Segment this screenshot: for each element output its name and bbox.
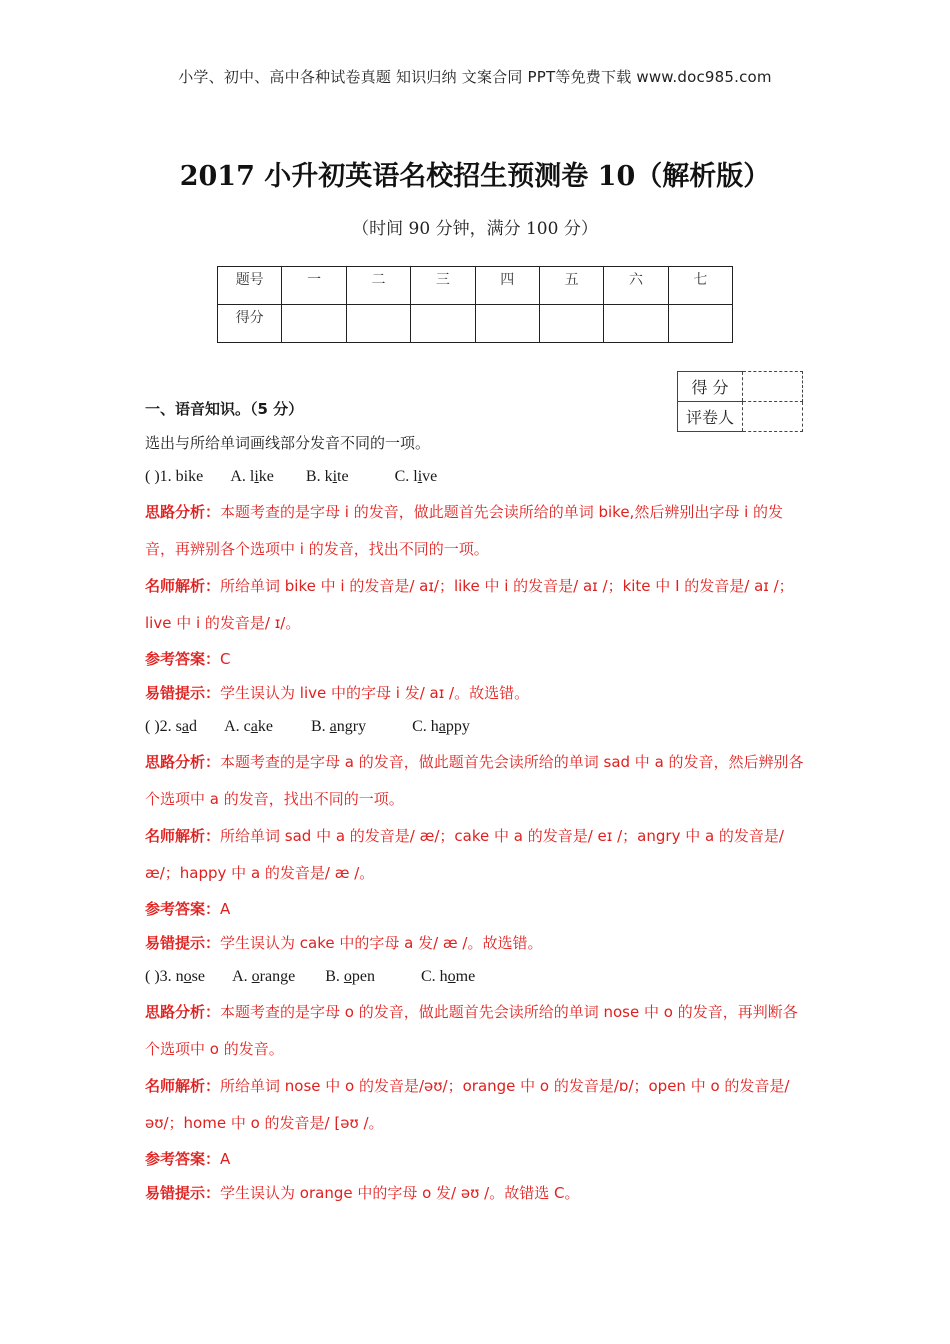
tip-label: 易错提示：: [145, 934, 221, 952]
answer-1: [145, 642, 807, 676]
stem-word: 1. b: [159, 468, 184, 485]
grader-name-label: 评卷人: [678, 402, 743, 432]
page-title: 2017 小升初英语名校招生预测卷 10（解析版）: [179, 161, 771, 192]
stem-letter: i: [183, 468, 189, 485]
score-cell: [346, 305, 410, 343]
score-table-col-6: 六: [604, 267, 668, 305]
option-c: C. h: [412, 718, 439, 735]
option-b-letter: o: [343, 968, 352, 985]
option-a-letter: o: [251, 968, 260, 985]
answer-blank: ( ): [145, 468, 160, 485]
score-cell: [539, 305, 603, 343]
score-table-col-5: 五: [539, 267, 603, 305]
option-b: B.: [311, 718, 330, 735]
option-a-end: range: [259, 968, 296, 985]
answer-blank: ( ): [145, 718, 160, 735]
tip-text: 学生误认为 live 中的字母 i 发/ aɪ /。故选错。: [220, 684, 530, 702]
score-cell: [604, 305, 668, 343]
analysis-label: 思路分析：: [145, 503, 221, 521]
analysis-text: 本题考查的是字母 a 的发音，做此题首先会读所给的单词 sad 中 a 的发音，然后辨别各个选项中 a 的发音，找出不同的一项。: [145, 753, 804, 808]
tip-text: 学生误认为 orange 中的字母 o 发/ əʊ /。故错选 C。: [220, 1184, 580, 1202]
score-table-col-7: 七: [668, 267, 732, 305]
tip-3: [145, 1176, 807, 1210]
score-table-score-row: [218, 305, 733, 343]
option-c-end: me: [455, 968, 476, 985]
answer-blank: ( ): [145, 968, 160, 985]
section-heading: 一、语音知识。（5 分）: [145, 400, 304, 418]
option-a: A. c: [224, 718, 251, 735]
page-subtitle: （时间 90 分钟，满分 100 分）: [352, 219, 598, 239]
analysis-label: 思路分析：: [145, 753, 221, 771]
stem-word-end: se: [191, 968, 205, 985]
score-table-score-label: 得分: [218, 305, 282, 343]
stem-letter: a: [181, 718, 189, 735]
tip-text: 学生误认为 cake 中的字母 a 发/ æ /。故选错。: [220, 934, 543, 952]
score-table: [217, 266, 733, 343]
option-b: B.: [325, 968, 344, 985]
stem-word: 3. n: [159, 968, 184, 985]
analysis-text: 本题考查的是字母 i 的发音，做此题首先会读所给的单词 bike,然后辨别出字母 i 的发音，再辨别各个选项中 i 的发音，找出不同的一项。: [145, 503, 784, 558]
analysis-text: 本题考查的是字母 o 的发音，做此题首先会读所给的单词 nose 中 o 的发音，再判断各个选项中 o 的发音。: [145, 1003, 798, 1058]
option-c-end: ppy: [445, 718, 470, 735]
option-c-end: ve: [422, 468, 438, 485]
tip-label: 易错提示：: [145, 684, 221, 702]
option-b: B. k: [305, 468, 333, 485]
header-banner: 小学、初中、高中各种试卷真题 知识归纳 文案合同 PPT等免费下载 www.doc985.com: [178, 68, 772, 86]
stem-letter: o: [183, 968, 192, 985]
option-b-end: pen: [351, 968, 375, 985]
score-table-col-4: 四: [475, 267, 539, 305]
question-2: [145, 710, 807, 744]
tip-2: [145, 926, 807, 960]
stem-word-end: ke: [188, 468, 204, 485]
stem-word-end: d: [189, 718, 197, 735]
option-a-end: ke: [257, 718, 273, 735]
stem-word: 2. s: [159, 718, 182, 735]
answer-3: [145, 1142, 807, 1176]
score-table-row-label: 题号: [218, 267, 282, 305]
section-1: [145, 388, 807, 1210]
answer-label: 参考答案：: [145, 900, 221, 918]
score-cell: [668, 305, 732, 343]
answer-text: C: [220, 650, 231, 668]
option-b-end: ngry: [336, 718, 367, 735]
answer-label: 参考答案：: [145, 1150, 221, 1168]
option-a-letter: a: [250, 718, 258, 735]
question-3: [145, 960, 807, 994]
tip-label: 易错提示：: [145, 1184, 221, 1202]
section-instruction: 选出与所给单词画线部分发音不同的一项。: [145, 434, 431, 452]
option-a: A.: [232, 968, 252, 985]
question-1: [145, 460, 807, 494]
option-a: A. l: [230, 468, 255, 485]
teacher-text: 所给单词 bike 中 i 的发音是/ aɪ/；like 中 i 的发音是/ aɪ /；kite 中 I 的发音是/ aɪ /；live 中 i 的发音是/ ɪ/。: [145, 577, 794, 632]
option-c-letter: a: [438, 718, 446, 735]
score-cell: [411, 305, 475, 343]
score-table-header-row: [218, 267, 733, 305]
answer-label: 参考答案：: [145, 650, 221, 668]
score-table-col-1: 一: [282, 267, 346, 305]
teacher-text: 所给单词 nose 中 o 的发音是/əʊ/；orange 中 o 的发音是/ɒ/；open 中 o 的发音是/əʊ/；home 中 o 的发音是/ [əʊ /。: [145, 1077, 790, 1132]
score-table-col-2: 二: [346, 267, 410, 305]
teacher-text: 所给单词 sad 中 a 的发音是/ æ/；cake 中 a 的发音是/ eɪ /；angry 中 a 的发音是/æ/；happy 中 a 的发音是/ æ /。: [145, 827, 784, 882]
option-b-letter: a: [329, 718, 337, 735]
analysis-1: [145, 494, 807, 568]
analysis-label: 思路分析：: [145, 1003, 221, 1021]
option-b-letter: i: [332, 468, 338, 485]
teacher-label: 名师解析：: [145, 1077, 221, 1095]
tip-1: [145, 676, 807, 710]
option-c: C. l: [394, 468, 418, 485]
option-a-end: ke: [258, 468, 274, 485]
option-c-letter: o: [447, 968, 456, 985]
teacher-label: 名师解析：: [145, 827, 221, 845]
option-b-end: te: [337, 468, 349, 485]
score-cell: [282, 305, 346, 343]
analysis-2: [145, 744, 807, 818]
answer-text: A: [220, 1150, 231, 1168]
score-cell: [475, 305, 539, 343]
option-a-letter: i: [254, 468, 259, 485]
teacher-label: 名师解析：: [145, 577, 221, 595]
grader-score-label: 得 分: [678, 372, 743, 402]
score-table-col-3: 三: [411, 267, 475, 305]
teacher-explanation-2: [145, 818, 807, 892]
option-c: C. h: [420, 968, 448, 985]
answer-2: [145, 892, 807, 926]
answer-text: A: [220, 900, 231, 918]
option-c-letter: i: [417, 468, 423, 485]
teacher-explanation-1: [145, 568, 807, 642]
analysis-3: [145, 994, 807, 1068]
teacher-explanation-3: [145, 1068, 807, 1142]
